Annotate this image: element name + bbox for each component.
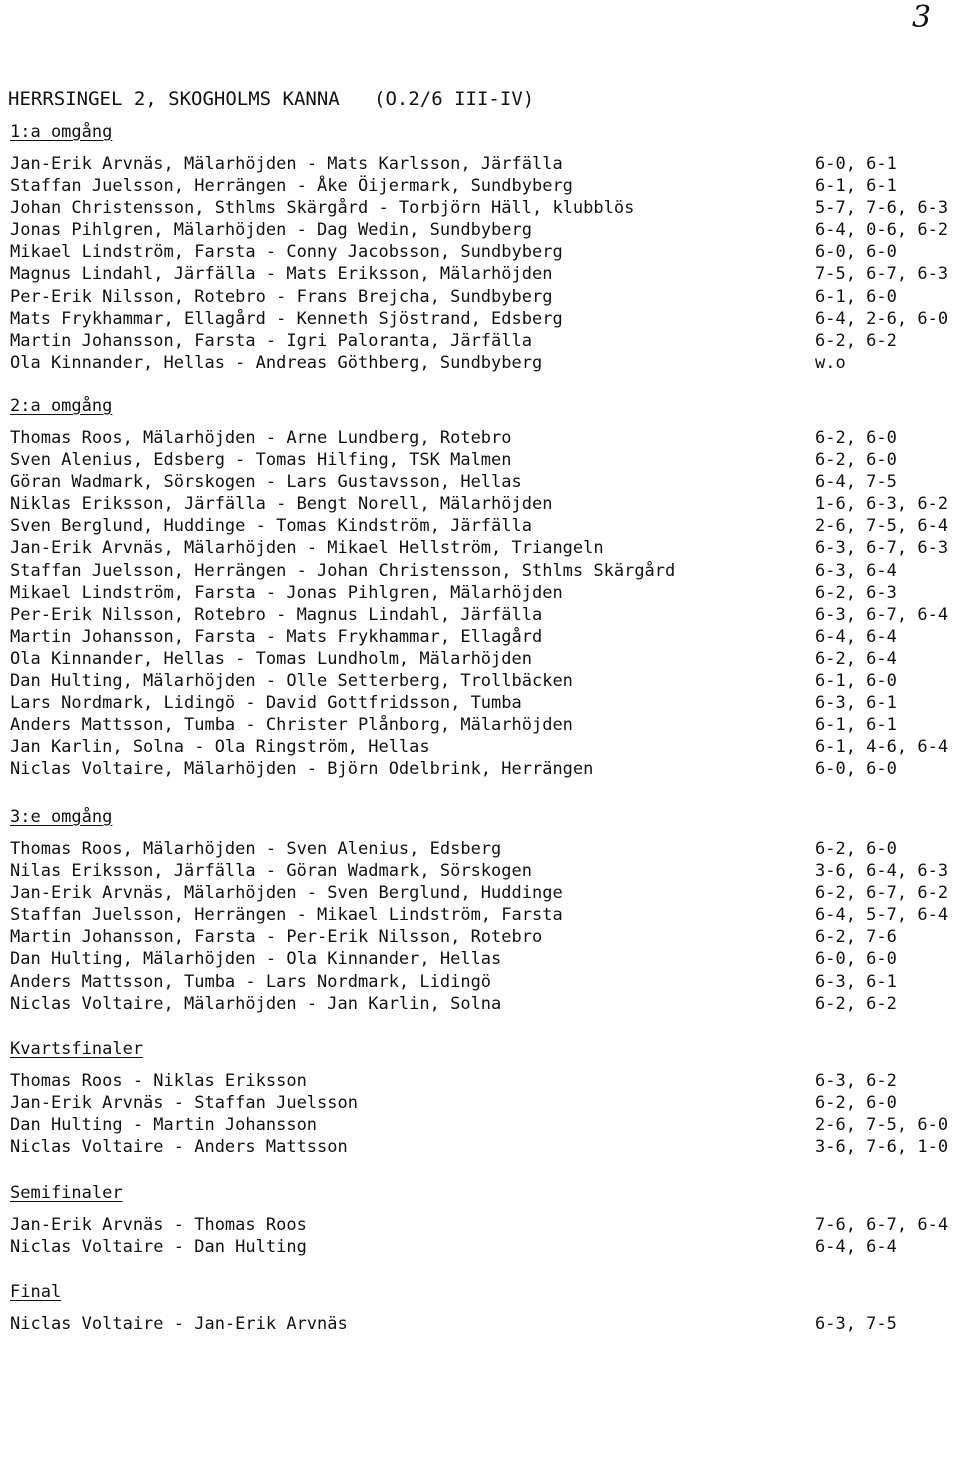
match-players: Jan-Erik Arvnäs, Mälarhöjden - Mats Karlsson, Järfälla bbox=[10, 154, 563, 174]
match-players: Jonas Pihlgren, Mälarhöjden - Dag Wedin, Sundbyberg bbox=[10, 220, 532, 241]
match-score: 6-1, 6-0 bbox=[815, 286, 897, 307]
match-players: Niclas Voltaire - Dan Hulting bbox=[10, 1237, 307, 1258]
match-players: Thomas Roos, Mälarhöjden - Sven Alenius, Edsberg bbox=[10, 839, 502, 859]
match-players: Staffan Juelsson, Herrängen - Johan Christensson, Sthlms Skärgård bbox=[10, 560, 676, 581]
match-score: 2-6, 7-5, 6-4 bbox=[815, 516, 949, 537]
match-row bbox=[10, 471, 897, 493]
match-row bbox=[10, 758, 897, 780]
match-score: 6-2, 6-0 bbox=[815, 1093, 897, 1114]
match-row bbox=[10, 993, 897, 1015]
match-players: Mats Frykhammar, Ellagård - Kenneth Sjöstrand, Edsberg bbox=[10, 308, 563, 329]
match-players: Anders Mattsson, Tumba - Lars Nordmark, Lidingö bbox=[10, 971, 492, 992]
match-score: 6-2, 6-0 bbox=[815, 428, 897, 448]
match-row bbox=[10, 515, 949, 537]
match-row bbox=[10, 427, 897, 449]
match-score: 6-2, 6-0 bbox=[815, 450, 897, 471]
match-row bbox=[10, 1070, 897, 1092]
match-row bbox=[10, 153, 897, 175]
match-score: 6-2, 6-2 bbox=[815, 330, 897, 351]
match-row bbox=[10, 648, 897, 670]
match-score: 6-0, 6-0 bbox=[815, 242, 897, 263]
round-section bbox=[10, 1281, 897, 1335]
match-score: 6-2, 6-4 bbox=[815, 648, 897, 669]
match-row bbox=[10, 714, 897, 736]
round-section bbox=[10, 395, 949, 781]
round-heading: 2:a omgång bbox=[10, 396, 113, 416]
match-players: Niclas Voltaire - Jan-Erik Arvnäs bbox=[10, 1314, 348, 1334]
match-row bbox=[10, 308, 949, 330]
match-score: 6-4, 6-4 bbox=[815, 626, 897, 647]
match-row bbox=[10, 537, 949, 559]
match-score: 3-6, 6-4, 6-3 bbox=[815, 861, 949, 882]
match-row bbox=[10, 626, 897, 648]
match-row bbox=[10, 219, 949, 241]
match-row bbox=[10, 175, 897, 197]
match-players: Sven Alenius, Edsberg - Tomas Hilfing, TSK Malmen bbox=[10, 450, 512, 471]
round-section bbox=[10, 1182, 949, 1258]
match-players: Ola Kinnander, Hellas - Andreas Göthberg, Sundbyberg bbox=[10, 352, 543, 373]
match-score: 6-3, 6-1 bbox=[815, 971, 897, 992]
match-score: w.o bbox=[815, 352, 846, 373]
match-row bbox=[10, 1313, 897, 1335]
match-score: 6-3, 6-7, 6-4 bbox=[815, 604, 949, 625]
match-players: Staffan Juelsson, Herrängen - Åke Öijermark, Sundbyberg bbox=[10, 176, 573, 197]
match-score: 6-2, 7-6 bbox=[815, 927, 897, 948]
match-players: Per-Erik Nilsson, Rotebro - Magnus Lindahl, Järfälla bbox=[10, 604, 543, 625]
match-score: 6-2, 6-7, 6-2 bbox=[815, 883, 949, 904]
match-players: Lars Nordmark, Lidingö - David Gottfridsson, Tumba bbox=[10, 693, 522, 714]
match-players: Jan Karlin, Solna - Ola Ringström, Hellas bbox=[10, 737, 430, 758]
match-players: Dan Hulting - Martin Johansson bbox=[10, 1115, 318, 1136]
match-row bbox=[10, 330, 897, 352]
match-score: 6-4, 5-7, 6-4 bbox=[815, 905, 949, 926]
match-score: 6-3, 7-5 bbox=[815, 1314, 897, 1334]
round-heading: Kvartsfinaler bbox=[10, 1039, 144, 1059]
match-row bbox=[10, 241, 897, 263]
match-players: Jan-Erik Arvnäs, Mälarhöjden - Sven Berglund, Huddinge bbox=[10, 883, 563, 904]
match-score: 6-4, 7-5 bbox=[815, 472, 897, 493]
match-players: Göran Wadmark, Sörskogen - Lars Gustavsson, Hellas bbox=[10, 472, 522, 493]
match-players: Niclas Voltaire - Anders Mattsson bbox=[10, 1137, 348, 1158]
page-number: 3 bbox=[912, 0, 932, 35]
match-score: 6-3, 6-7, 6-3 bbox=[815, 538, 949, 559]
match-players: Niclas Voltaire, Mälarhöjden - Björn Odelbrink, Herrängen bbox=[10, 759, 594, 780]
match-row bbox=[10, 493, 949, 515]
match-row bbox=[10, 971, 897, 993]
match-row bbox=[10, 736, 949, 758]
match-score: 6-1, 4-6, 6-4 bbox=[815, 737, 949, 758]
match-score: 6-0, 6-0 bbox=[815, 759, 897, 780]
match-score: 7-6, 6-7, 6-4 bbox=[815, 1215, 949, 1235]
match-row bbox=[10, 352, 846, 374]
round-heading: Semifinaler bbox=[10, 1183, 123, 1203]
match-players: Martin Johansson, Farsta - Per-Erik Nilsson, Rotebro bbox=[10, 927, 543, 948]
match-players: Staffan Juelsson, Herrängen - Mikael Lindström, Farsta bbox=[10, 905, 563, 926]
match-row bbox=[10, 670, 897, 692]
match-score: 6-3, 6-1 bbox=[815, 693, 897, 714]
match-row bbox=[10, 948, 897, 970]
match-players: Magnus Lindahl, Järfälla - Mats Eriksson, Mälarhöjden bbox=[10, 264, 553, 285]
match-row bbox=[10, 263, 949, 285]
match-score: 6-4, 2-6, 6-0 bbox=[815, 308, 949, 329]
match-score: 1-6, 6-3, 6-2 bbox=[815, 494, 949, 515]
match-row bbox=[10, 926, 897, 948]
match-players: Johan Christensson, Sthlms Skärgård - Torbjörn Häll, klubblös bbox=[10, 198, 635, 219]
round-section bbox=[10, 121, 949, 374]
match-players: Thomas Roos - Niklas Eriksson bbox=[10, 1071, 307, 1091]
round-heading: Final bbox=[10, 1282, 62, 1302]
match-row bbox=[10, 582, 897, 604]
match-row bbox=[10, 197, 949, 219]
match-row bbox=[10, 286, 897, 308]
match-players: Dan Hulting, Mälarhöjden - Olle Setterberg, Trollbäcken bbox=[10, 671, 573, 692]
match-score: 6-2, 6-0 bbox=[815, 839, 897, 859]
match-players: Sven Berglund, Huddinge - Tomas Kindström, Järfälla bbox=[10, 516, 532, 537]
round-section bbox=[10, 806, 949, 1015]
match-players: Dan Hulting, Mälarhöjden - Ola Kinnander, Hellas bbox=[10, 949, 502, 970]
match-players: Thomas Roos, Mälarhöjden - Arne Lundberg, Rotebro bbox=[10, 428, 512, 448]
match-players: Anders Mattsson, Tumba - Christer Plånborg, Mälarhöjden bbox=[10, 715, 573, 736]
match-players: Martin Johansson, Farsta - Mats Frykhammar, Ellagård bbox=[10, 626, 543, 647]
match-row bbox=[10, 838, 897, 860]
match-players: Niklas Eriksson, Järfälla - Bengt Norell, Mälarhöjden bbox=[10, 494, 553, 515]
match-players: Martin Johansson, Farsta - Igri Paloranta, Järfälla bbox=[10, 330, 532, 351]
match-score: 7-5, 6-7, 6-3 bbox=[815, 264, 949, 285]
page-title: HERRSINGEL 2, SKOGHOLMS KANNA (O.2/6 III-IV) bbox=[8, 88, 535, 110]
match-score: 6-1, 6-1 bbox=[815, 176, 897, 197]
match-score: 6-4, 0-6, 6-2 bbox=[815, 220, 949, 241]
match-score: 3-6, 7-6, 1-0 bbox=[815, 1137, 949, 1158]
round-heading: 3:e omgång bbox=[10, 807, 113, 827]
match-score: 6-0, 6-1 bbox=[815, 154, 897, 174]
match-players: Mikael Lindström, Farsta - Conny Jacobsson, Sundbyberg bbox=[10, 242, 563, 263]
match-players: Ola Kinnander, Hellas - Tomas Lundholm, Mälarhöjden bbox=[10, 648, 532, 669]
match-score: 6-1, 6-0 bbox=[815, 671, 897, 692]
match-row bbox=[10, 904, 949, 926]
match-row bbox=[10, 1214, 949, 1236]
match-score: 2-6, 7-5, 6-0 bbox=[815, 1115, 949, 1136]
match-players: Niclas Voltaire, Mälarhöjden - Jan Karlin, Solna bbox=[10, 993, 502, 1014]
match-row bbox=[10, 860, 949, 882]
match-row bbox=[10, 1136, 949, 1158]
match-score: 6-0, 6-0 bbox=[815, 949, 897, 970]
match-row bbox=[10, 449, 897, 471]
match-players: Nilas Eriksson, Järfälla - Göran Wadmark, Sörskogen bbox=[10, 861, 532, 882]
match-players: Jan-Erik Arvnäs - Thomas Roos bbox=[10, 1215, 307, 1235]
match-score: 6-1, 6-1 bbox=[815, 715, 897, 736]
match-players: Mikael Lindström, Farsta - Jonas Pihlgren, Mälarhöjden bbox=[10, 582, 563, 603]
match-players: Per-Erik Nilsson, Rotebro - Frans Brejcha, Sundbyberg bbox=[10, 286, 553, 307]
match-score: 6-4, 6-4 bbox=[815, 1237, 897, 1258]
match-score: 6-2, 6-2 bbox=[815, 993, 897, 1014]
match-row bbox=[10, 692, 897, 714]
match-score: 6-2, 6-3 bbox=[815, 582, 897, 603]
match-players: Jan-Erik Arvnäs, Mälarhöjden - Mikael Hellström, Triangeln bbox=[10, 538, 604, 559]
match-score: 6-3, 6-2 bbox=[815, 1071, 897, 1091]
match-row bbox=[10, 560, 897, 582]
match-score: 6-3, 6-4 bbox=[815, 560, 897, 581]
match-row bbox=[10, 1236, 897, 1258]
round-section bbox=[10, 1038, 949, 1158]
match-score: 5-7, 7-6, 6-3 bbox=[815, 198, 949, 219]
match-row bbox=[10, 604, 949, 626]
match-row bbox=[10, 1092, 897, 1114]
round-heading: 1:a omgång bbox=[10, 122, 113, 142]
match-row bbox=[10, 1114, 949, 1136]
match-row bbox=[10, 882, 949, 904]
match-players: Jan-Erik Arvnäs - Staffan Juelsson bbox=[10, 1093, 358, 1114]
